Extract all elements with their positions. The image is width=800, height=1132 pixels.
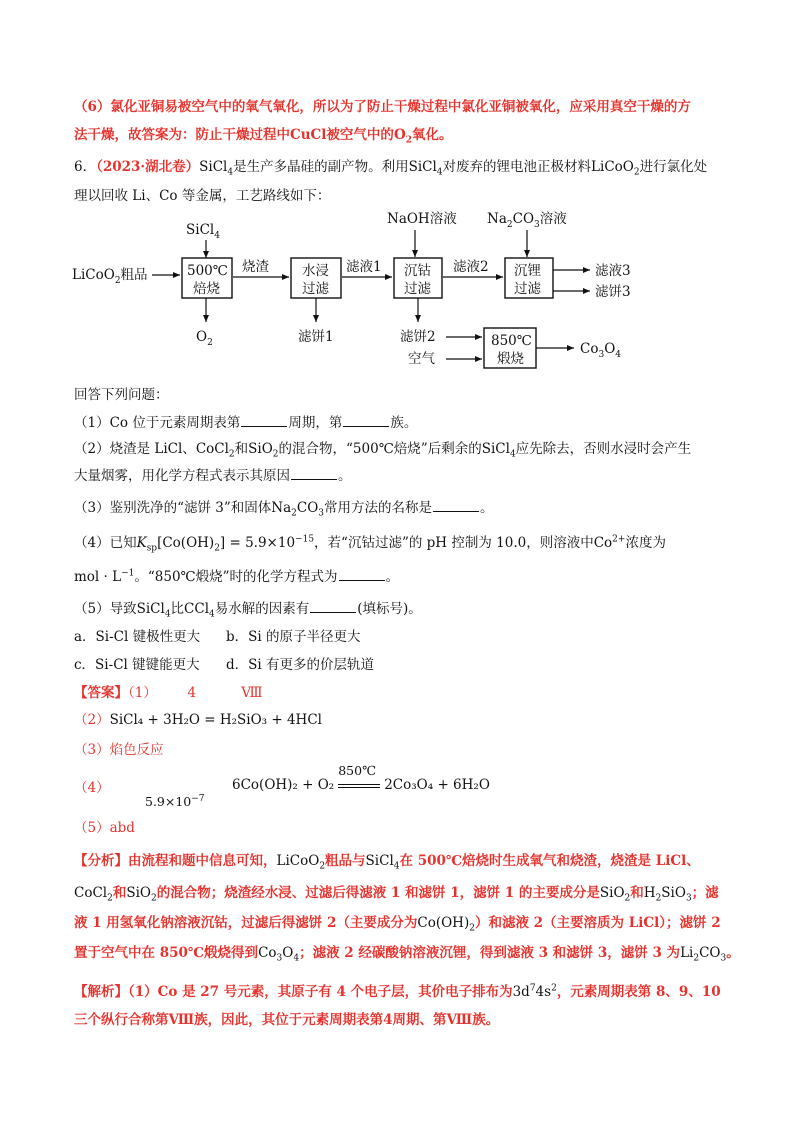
sicl4-label: SiCl$_4$: [186, 222, 220, 241]
air-label: 空气: [408, 351, 435, 367]
box4-line1: 沉锂: [514, 263, 541, 279]
option-b: b．Si 的原子半径更大: [226, 629, 361, 645]
arrow1-label: 烧渣: [242, 259, 269, 275]
option-a: a．Si-Cl 键极性更大: [74, 629, 201, 645]
question-2-line-2: 大量烟雾，用化学方程式表示其原因 。: [74, 465, 352, 486]
explanation-line-1: 【解析】（1）Co 是 27 号元素，其原子有 4 个电子层，其价电子排布为$3d^74s^2$，元素周期表第 8、9、10: [74, 983, 721, 1000]
answer-2: （2）SiCl₄ + 3H₂O = H₂SiO₃ + 4HCl: [74, 712, 322, 728]
cake2-label: 滤饼2: [400, 329, 436, 345]
analysis-line-2: CoCl$_2$和SiO$_2$的混合物；烧渣经水浸、过滤后得滤液 1 和滤饼 1，滤饼 1 的主要成分是SiO$_2$和$H_2SiO_3$；滤: [74, 885, 719, 904]
option-d: d．Si 有更多的价层轨道: [226, 657, 374, 673]
question-source: （2023·湖北卷）: [96, 159, 200, 175]
box3-line2: 过滤: [404, 281, 431, 297]
options-row-1: [74, 627, 361, 647]
answer-blank[interactable]: [291, 465, 337, 480]
cake3-label: 滤饼3: [595, 284, 631, 300]
analysis-line-4: 置于空气中在 850℃煅烧得到$Co_3O_4$；滤液 2 经碳酸钠溶液沉锂，得到滤液 3 和滤饼 3，滤饼 3 为$Li_2CO_3$。: [74, 945, 740, 964]
answer-blank[interactable]: [241, 412, 287, 427]
naoh-label: NaOH溶液: [387, 211, 457, 227]
question-1: （1）Co 位于元素周期表第 周期，第 族。: [74, 412, 417, 433]
box5-line2: 煅烧: [497, 351, 524, 367]
intro-line-1: （6）氯化亚铜易被空气中的氧气氧化，所以为了防止干燥过程中氯化亚铜被氧化，应采用真空干燥的方: [74, 99, 691, 115]
answer-1: 【答案】（1） 4 Ⅷ: [74, 685, 263, 701]
answer-blank[interactable]: [339, 566, 385, 581]
box5-line1: 850℃: [491, 333, 532, 349]
answer-label: 【答案】: [74, 685, 128, 701]
box3-line1: 沉钴: [404, 263, 431, 279]
answer-5: （5）abd: [74, 820, 135, 836]
box2-line2: 过滤: [302, 281, 329, 297]
answer-4-equation: 6Co(OH)₂ + O₂ 850℃ 2Co₃O₄ + 6H₂O: [232, 763, 490, 793]
answer-4-value: $5.9\times 10^{-7}$: [145, 793, 205, 809]
arrow2-label: 滤液1: [346, 259, 382, 275]
liquid3-label: 滤液3: [595, 263, 631, 279]
options-row-2: [74, 655, 374, 675]
explanation-line-2: 三个纵行合称第Ⅷ族，因此，其位于元素周期表第4周期、第Ⅷ族。: [74, 1012, 500, 1028]
option-c: c．Si-Cl 键键能更大: [74, 657, 200, 673]
box2-line1: 水浸: [302, 263, 329, 279]
question-line-1: 6．（2023·湖北卷）SiCl$_4$是生产多晶硅的副产物。利用SiCl$_4$对废弃的锂电池正极材料LiCoO$_2$进行氯化处: [74, 159, 708, 178]
question-5: （5）导致SiCl$_4$比CCl$_4$易水解的因素有 (填标号)。: [74, 598, 422, 619]
answer-4-label: （4）: [74, 780, 110, 796]
analysis-line-3: 液 1 用氢氧化钠溶液沉钴，过滤后得滤饼 2（主要成分为$Co(OH)_2$）和滤液 2（主要溶质为 LiCl）；滤饼 2: [74, 915, 721, 934]
o2-label: $O_2$: [196, 329, 213, 348]
intro-line-2: 法干燥，故答案为：防止干燥过程中CuCl被空气中的$O_2$氧化。: [74, 127, 453, 146]
answer-blank[interactable]: [343, 412, 389, 427]
analysis-line-1: 【分析】由流程和题中信息可知，LiCoO$_2$粗品与SiCl$_4$在 500℃焙烧时生成氧气和烧渣，烧渣是 LiCl、: [74, 853, 700, 872]
cake1-label: 滤饼1: [298, 329, 334, 345]
process-flow-diagram: [0, 200, 800, 380]
question-4-line-2: mol · $L^{-1}$。“850℃煅烧”时的化学方程式为 。: [74, 566, 399, 587]
question-4-line-1: （4）已知$K_{sp}[Co(OH)_2] = 5.9\times 10^{-15}$，若“沉钴过滤”的 pH 控制为 10.0，则溶液中$Co^{2+}$浓度为: [74, 534, 666, 554]
answer-3: （3）焰色反应: [74, 742, 164, 758]
answer-blank[interactable]: [310, 598, 356, 613]
na2co3-label: $Na_2CO_3$溶液: [487, 211, 567, 230]
co3o4-label: $Co_3O_4$: [580, 341, 622, 360]
answer-blank[interactable]: [433, 497, 479, 512]
question-line-2: 理以回收 Li、Co 等金属，工艺路线如下：: [74, 188, 331, 204]
question-2-line-1: （2）烧渣是 LiCl、CoCl$_2$和SiO$_2$的混合物，“500℃焙烧”后剩余的SiCl$_4$应先除去，否则水浸时会产生: [74, 441, 692, 460]
arrow3-label: 滤液2: [453, 259, 489, 275]
feed-label: LiCoO$_2$粗品: [72, 267, 148, 286]
box1-line2: 焙烧: [193, 281, 220, 297]
box4-line2: 过滤: [514, 281, 541, 297]
questions-header: 回答下列问题：: [74, 387, 169, 403]
question-3: （3）鉴别洗净的“滤饼 3”和固体$Na_2CO_3$常用方法的名称是 。: [74, 497, 494, 518]
box1-line1: 500℃: [187, 263, 228, 279]
